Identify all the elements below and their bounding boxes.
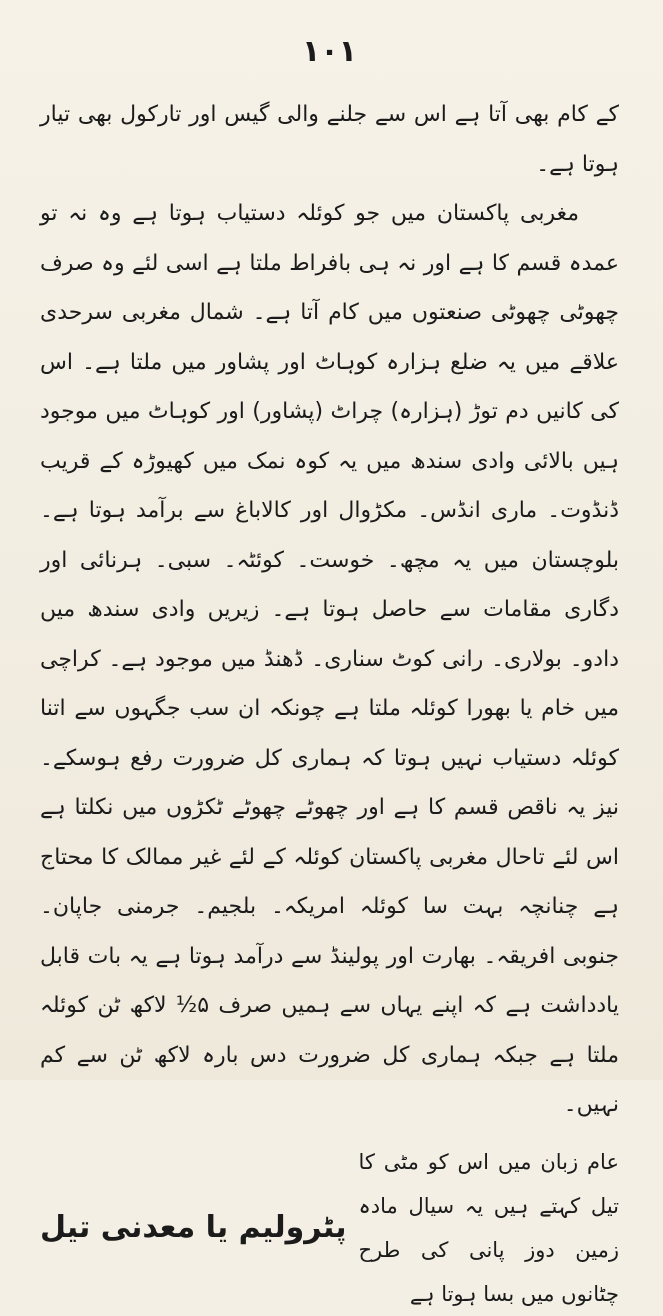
- petroleum-section: [40, 1140, 619, 1316]
- paragraph-1: کے کام بھی آتا ہے اس سے جلنے والی گیس اور تارکول بھی تیار ہوتا ہے۔: [40, 102, 619, 177]
- section-text: عام زبان میں اس کو مٹی کا تیل کہتے ہیں یہ سیال مادہ زمین دوز پانی کی طرح چٹانوں میں بسا ہوتا ہے: [358, 1149, 619, 1306]
- body-text: [40, 90, 619, 1130]
- section-heading: پٹرولیم یا معدنی تیل: [40, 1210, 347, 1245]
- page-number: ١٠١: [302, 34, 357, 69]
- paragraph-2: مغربی پاکستان میں جو کوئلہ دستیاب ہوتا ہے وہ نہ تو عمدہ قسم کا ہے اور نہ ہی بافراط ملتا ہے اسی لئے وہ صرف چھوٹی چھوٹی صنعتوں میں کام آتا ہے۔ شمال مغربی سرحدی علاقے میں یہ ضلع ہزارہ کوہاٹ اور پشاور میں ملتا ہے۔ اس کی کانیں دم توڑ (ہزارہ) چراٹ (پشاور) اور کوہاٹ میں موجود ہیں بالائی وادی سندھ میں یہ کوہ نمک میں کھیوڑہ کے قریب ڈنڈوت۔ ماری انڈس۔ مکڑوال اور کالاباغ سے برآمد ہوتا ہے۔ بلوچستان میں یہ مچھ۔ خوست۔ کوئٹہ۔ سبی۔ ہرنائی اور دگاری مقامات سے حاصل ہوتا ہے۔ زیریں وادی سندھ میں دادو۔ بولاری۔ رانی کوٹ سناری۔ ڈھنڈ میں موجود ہے۔ کراچی میں خام یا بھورا کوئلہ ملتا ہے چونکہ ان سب جگہوں سے اتنا کوئلہ دستیاب نہیں ہوتا کہ ہماری کل ضرورت رفع ہوسکے۔ نیز یہ ناقص قسم کا ہے اور چھوٹے چھوٹے ٹکڑوں میں نکلتا ہے اس لئے تاحال مغربی پاکستان کوئلہ کے لئے غیر ممالک کا محتاج ہے چنانچہ بہت سا کوئلہ امریکہ۔ بلجیم۔ جرمنی جاپان۔ جنوبی افریقہ۔ بھارت اور پولینڈ سے درآمد ہوتا ہے یہ بات قابل یادداشت ہے کہ اپنے یہاں سے ہمیں صرف ۵½ لاکھ ٹن کوئلہ ملتا ہے جبکہ ہماری کل ضرورت دس بارہ لاکھ ٹن سے کم نہیں۔: [40, 201, 620, 1117]
